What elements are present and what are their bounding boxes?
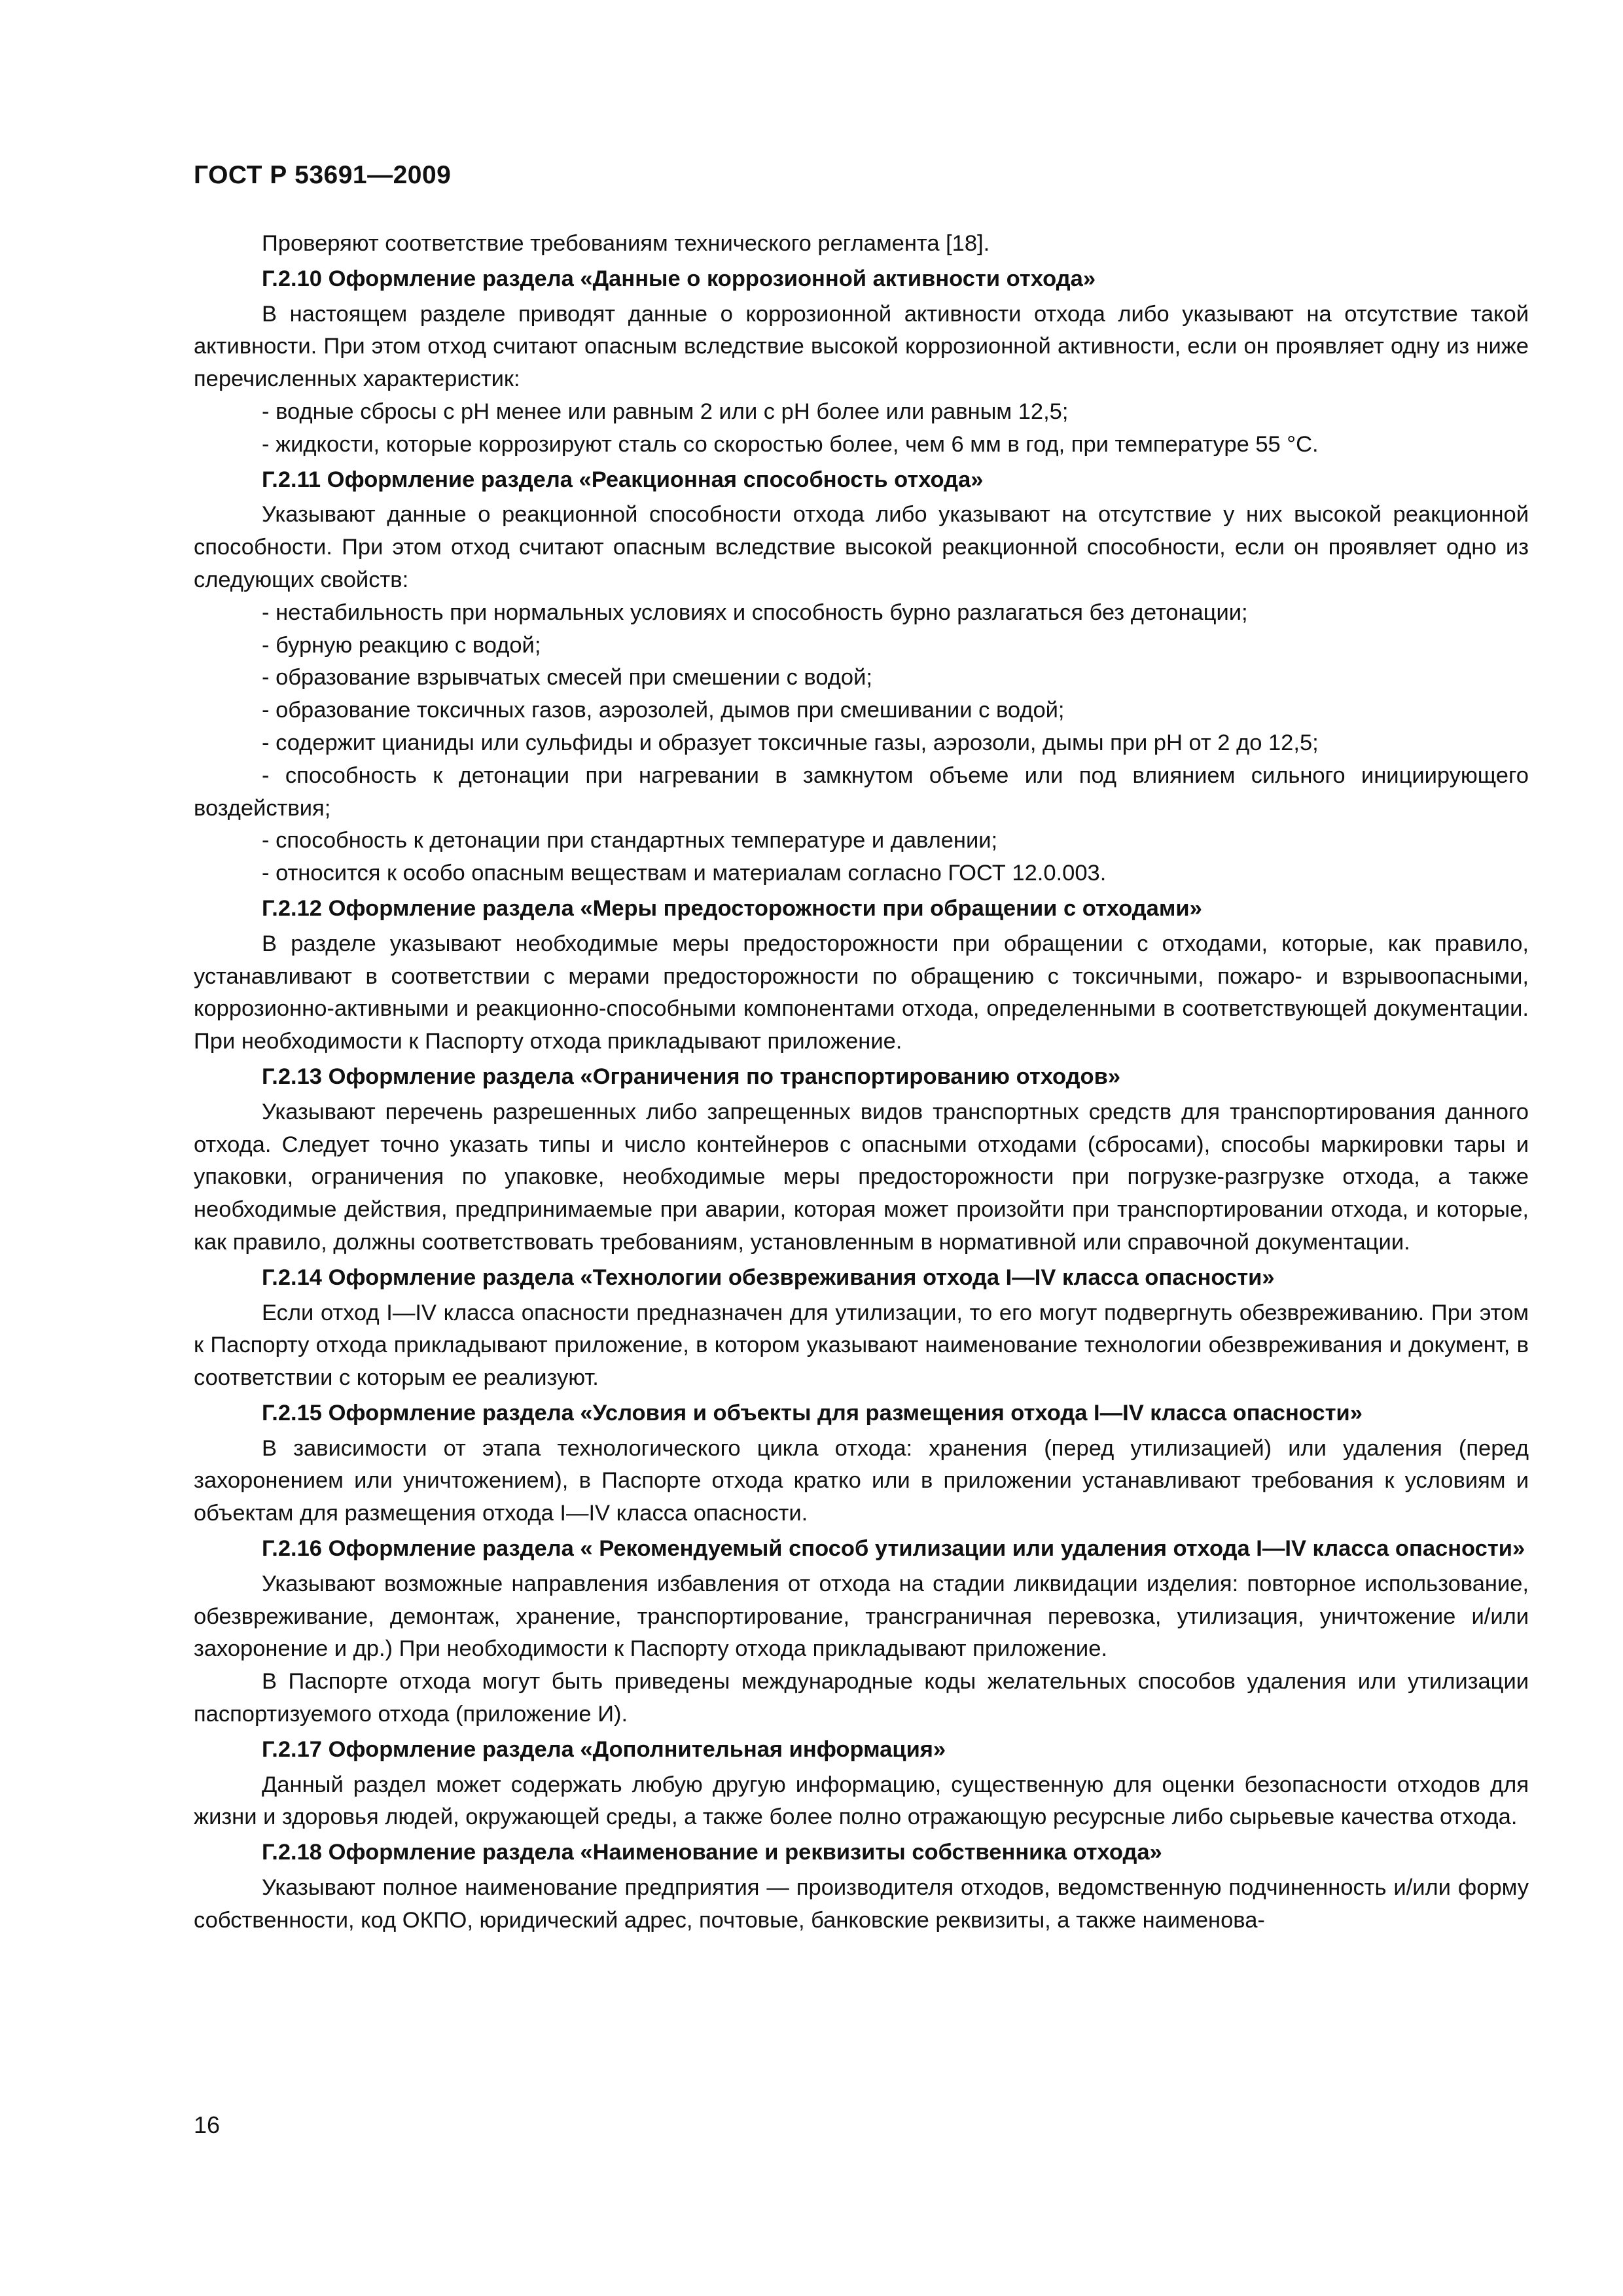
paragraph: - относится к особо опасным веществам и материалам согласно ГОСТ 12.0.003.	[262, 861, 1107, 886]
paragraph: В Паспорте отхода могут быть приведены международные коды желательных способов удаления или утилизации паспортизуемого отхода (приложение И).	[194, 1669, 1529, 1727]
section-heading: Г.2.13 Оформление раздела «Ограничения по транспортированию отходов»	[262, 1064, 1121, 1089]
paragraph: - водные сбросы с pH менее или равным 2 или с pH более или равным 12,5;	[262, 399, 1069, 424]
document-header: ГОСТ Р 53691—2009	[194, 161, 452, 189]
section-heading: Г.2.16 Оформление раздела « Рекомендуемый способ утилизации или удаления отхода I—IV класса опасности»	[262, 1536, 1525, 1562]
paragraph: - способность к детонации при стандартных температуре и давлении;	[262, 828, 998, 853]
paragraph: Если отход I—IV класса опасности предназначен для утилизации, то его могут подвергнуть обезвреживанию. При этом к Паспорту отхода прикладывают приложение, в котором указывают наименование технологии обезвреживания и документ, в соответствии с которым ее реализуют.	[194, 1300, 1529, 1391]
page-number: 16	[194, 2111, 221, 2138]
document-body	[194, 228, 1529, 1937]
paragraph: - образование токсичных газов, аэрозолей, дымов при смешивании с водой;	[262, 698, 1065, 723]
section-heading: Г.2.14 Оформление раздела «Технологии обезвреживания отхода I—IV класса опасности»	[262, 1265, 1275, 1290]
paragraph: - жидкости, которые коррозируют сталь со скоростью более, чем 6 мм в год, при температуре 55 °С.	[262, 431, 1319, 457]
paragraph: - образование взрывчатых смесей при смешении с водой;	[262, 665, 872, 691]
paragraph: В разделе указывают необходимые меры предосторожности при обращении с отходами, которые, как правило, устанавливают в соответствии с мерами предосторожности по обращению с токсичными, пожаро- и взрывоопасными, коррозионно-активными и реакционно-способными компонентами отхода, определенными в соответствующей документации. При необходимости к Паспорту отхода прикладывают приложение.	[194, 931, 1529, 1054]
paragraph: Указывают возможные направления избавления от отхода на стадии ликвидации изделия: повторное использование, обезвреживание, демонтаж, хранение, транспортирование, трансграничная перевозка, утилизация, уничтожение и/или захоронение и др.) При необходимости к Паспорту отхода прикладывают приложение.	[194, 1571, 1529, 1662]
paragraph: Проверяют соответствие требованиям технического регламента [18].	[262, 231, 990, 256]
section-heading: Г.2.15 Оформление раздела «Условия и объекты для размещения отхода I—IV класса опасности»	[262, 1400, 1363, 1426]
paragraph: В настоящем разделе приводят данные о коррозионной активности отхода либо указывают на отсутствие такой активности. При этом отход считают опасным вследствие высокой коррозионной активности, если он проявляет одну из ниже перечисленных характеристик:	[194, 301, 1529, 392]
paragraph: - бурную реакцию с водой;	[262, 632, 541, 658]
paragraph: - способность к детонации при нагревании в замкнутом объеме или под влиянием сильного инициирующего воздействия;	[194, 762, 1529, 821]
paragraph: Указывают перечень разрешенных либо запрещенных видов транспортных средств для транспортирования данного отхода. Следует точно указать типы и число контейнеров с опасными отходами (сбросами), способы маркировки тары и упаковки, ограничения по упаковке, необходимые меры предосторожности при погрузке-разгрузке отхода, а также необходимые действия, предпринимаемые при аварии, которая может произойти при транспортировании отхода, и которые, как правило, должны соответствовать требованиям, установленным в нормативной или справочной документации.	[194, 1099, 1529, 1255]
section-heading: Г.2.10 Оформление раздела «Данные о коррозионной активности отхода»	[262, 266, 1096, 291]
paragraph: - нестабильность при нормальных условиях и способность бурно разлагаться без детонации;	[262, 600, 1248, 625]
paragraph: - содержит цианиды или сульфиды и образует токсичные газы, аэрозоли, дымы при pH от 2 до 12,5;	[262, 730, 1319, 755]
section-heading: Г.2.17 Оформление раздела «Дополнительная информация»	[262, 1736, 946, 1762]
paragraph: Данный раздел может содержать любую другую информацию, существенную для оценки безопасности отходов для жизни и здоровья людей, окружающей среды, а также более полно отражающую ресурсные либо сырьевые качества отхода.	[194, 1772, 1529, 1830]
paragraph: Указывают данные о реакционной способности отхода либо указывают на отсутствие у них высокой реакционной способности. При этом отход считают опасным вследствие высокой реакционной способности, если он проявляет одно из следующих свойств:	[194, 502, 1529, 592]
paragraph: В зависимости от этапа технологического цикла отхода: хранения (перед утилизацией) или удаления (перед захоронением или уничтожением), в Паспорте отхода кратко или в приложении устанавливают требования к условиям и объектам для размещения отхода I—IV класса опасности.	[194, 1435, 1529, 1526]
section-heading: Г.2.11 Оформление раздела «Реакционная способность отхода»	[262, 467, 984, 492]
paragraph: Указывают полное наименование предприятия — производителя отходов, ведомственную подчиненность и/или форму собственности, код ОКПО, юридический адрес, почтовые, банковские реквизиты, а также наименова-	[194, 1875, 1529, 1933]
section-heading: Г.2.18 Оформление раздела «Наименование и реквизиты собственника отхода»	[262, 1840, 1162, 1865]
section-heading: Г.2.12 Оформление раздела «Меры предосторожности при обращении с отходами»	[262, 895, 1202, 921]
